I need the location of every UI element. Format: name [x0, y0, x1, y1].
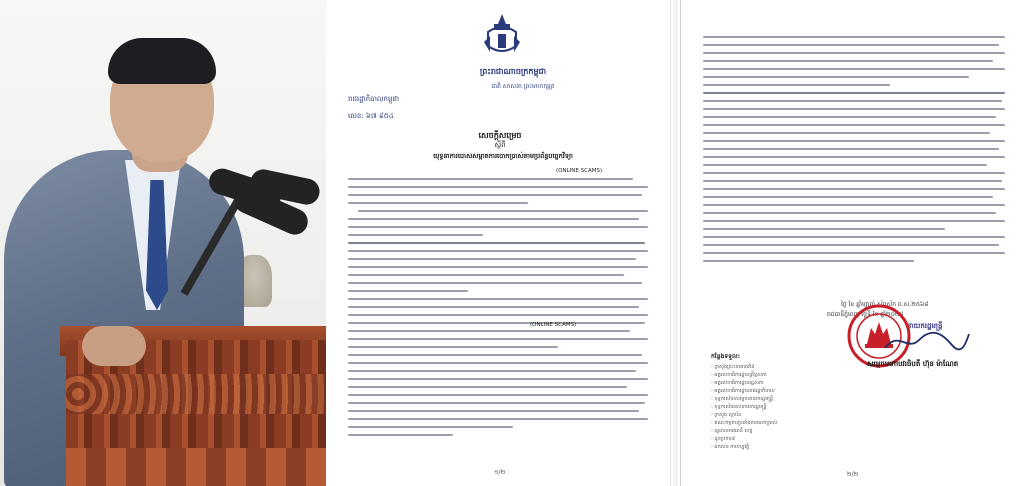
- online-scams-term: (ONLINE SCAMS): [556, 168, 603, 174]
- national-motto: ជាតិ សាសនា ព្រះមហាក្សត្រ: [491, 83, 555, 90]
- list-item: - អគ្គលេខាធិការដ្ឋានរាជរដ្ឋាភិបាល: [711, 387, 821, 395]
- government-label: រាជរដ្ឋាភិបាលកម្ពុជា: [348, 95, 400, 103]
- list-item: - រដ្ឋបាលរាជធានី ខេត្ត: [711, 427, 821, 435]
- subject-label: ស្ដីពី: [494, 141, 506, 149]
- subject-line: យុទ្ធនាការបោសសម្អាតការបោកប្រាស់តាមប្រព័ន្ធបច្ចេកវិទ្យា: [433, 152, 573, 160]
- body-text-block: [703, 36, 1005, 268]
- page-number: ២/២: [847, 471, 859, 478]
- recipients-list: [711, 363, 821, 451]
- list-item: - ខុទ្ទកាល័យសម្តេចនាយករដ្ឋមន្ត្រី: [711, 395, 821, 403]
- online-scams-term: (ONLINE SCAMS): [530, 322, 577, 328]
- list-item: - គណៈកម្មការប្រឆាំងការបោកប្រាស់: [711, 419, 821, 427]
- page-divider: [673, 0, 678, 486]
- list-item: - ក្រសួងព្រះបរមរាជវាំង: [711, 363, 821, 371]
- decision-page-2: [680, 0, 1024, 486]
- body-text-block: [348, 178, 648, 442]
- list-item: - ក្រសួង ស្ថាប័ន: [711, 411, 821, 419]
- royal-emblem-icon: [482, 12, 522, 58]
- document-type: សេចក្ដីសម្រេច: [478, 131, 522, 140]
- page-number: ១/២: [494, 469, 506, 476]
- podium-base: [66, 448, 326, 486]
- speaker-hair: [108, 38, 216, 84]
- recipients-heading: កន្លែងទទួល:: [711, 353, 741, 360]
- kingdom-heading: ព្រះរាជាណាចក្រកម្ពុជា: [479, 67, 547, 76]
- speaker-photo: [0, 0, 326, 486]
- lunar-date-line: ថ្ងៃ ខែ ឆ្នាំម្សាញ់ ស័ព្ទស័ក ព.ស.២៥៦៨: [841, 301, 929, 308]
- signature-icon: [881, 326, 971, 356]
- speaker-hand: [82, 326, 146, 366]
- reference-number: លេខ: ៦៧ ៩៥៤: [348, 112, 394, 120]
- list-item: - ដូចប្រការ៩: [711, 435, 821, 443]
- list-item: - ឯកសារ កាលប្បវត្តិ: [711, 443, 821, 451]
- list-item: - អគ្គលេខាធិការដ្ឋានរដ្ឋសភា: [711, 379, 821, 387]
- signatory-name: សម្តេចមហាបវរធិបតី ហ៊ុន ម៉ាណែត: [867, 360, 959, 368]
- list-item: - ខុទ្ទកាល័យឧបនាយករដ្ឋមន្ត្រី: [711, 403, 821, 411]
- decision-page-1: [330, 0, 671, 486]
- signatory-title: នាយករដ្ឋមន្ត្រី: [907, 322, 943, 330]
- list-item: - អគ្គលេខាធិការដ្ឋានព្រឹទ្ធសភា: [711, 371, 821, 379]
- place-date-line: រាជធានីភ្នំពេញ ថ្ងៃទី ខែ ឆ្នាំ២០២៥: [827, 311, 904, 318]
